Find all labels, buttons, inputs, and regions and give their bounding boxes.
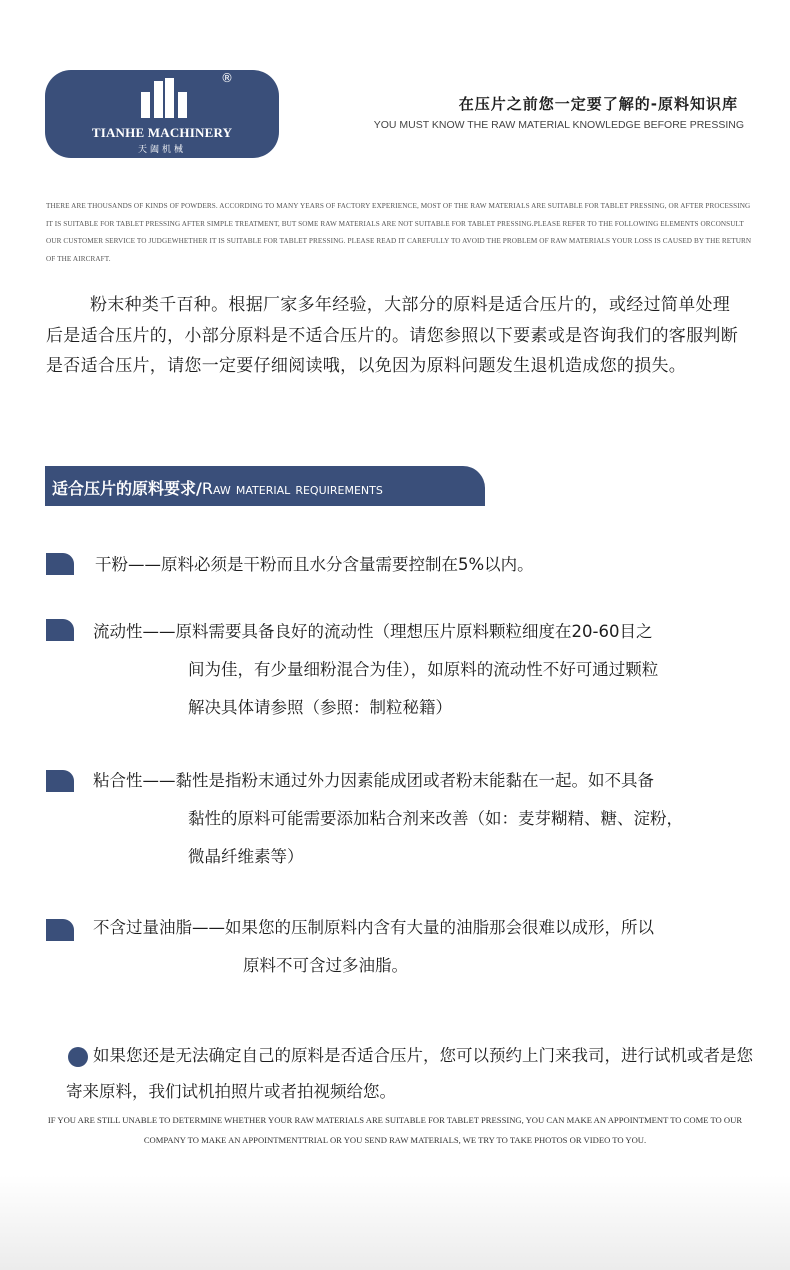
requirement-adhesion: 粘合性——黏性是指粉末通过外力因素能成团或者粉末能黏在一起。如不具备	[93, 771, 654, 790]
note-english: IF YOU ARE STILL UNABLE TO DETERMINE WHETHER YOUR RAW MATERIALS ARE SUITABLE FOR TABLET PRESSING, YOU CAN MAKE AN APPOINTMENT TO COME TO OUR COMPANY TO MAKE AN APPOINTMENTTRIAL OR YOU SEND RAW MATERIALS, WE TRY TO TAKE PHOTOS OR VIDEO TO YOU.	[47, 1115, 743, 1145]
bullet-tab-icon	[46, 619, 74, 641]
requirement-no-excess-oil-line2: 原料不可含过多油脂。	[243, 956, 408, 975]
requirement-flowability: 流动性——原料需要具备良好的流动性（理想压片原料颗粒细度在20-60目之	[93, 622, 653, 641]
building-icon	[141, 78, 187, 118]
intro-english: THERE ARE THOUSANDS OF KINDS OF POWDERS. ACCORDING TO MANY YEARS OF FACTORY EXPERIENCE, MOST OF THE RAW MATERIALS ARE SUITABLE FOR TABLET PRESSING, OR AFTER PROCESSING IT IS SUITABLE FOR TABLET PRESSING AFTER SIMPLE TREATMENT, BUT SOME RAW MATERIALS ARE NOT SUITABLE FOR TABLET PRESSING.PLEASE REFER TO THE FOLLOWING ELEMENTS ORCONSULT OUR CUSTOMER SERVICE TO JUDGEWHETHER IT IS SUITABLE FOR TABLET PRESSING. PLEASE READ IT CAREFULLY TO AVOID THE PROBLEM OF RAW MATERIALS YOUR LOSS IS CAUSED BY THE RETURN OF THE AIRCRAFT.	[46, 202, 752, 263]
brand-name-en: TIANHE MACHINERY	[91, 125, 233, 140]
requirement-adhesion-line3: 微晶纤维素等）	[188, 847, 304, 866]
bullet-tab-icon	[46, 553, 74, 575]
section-title-en: Raw material requirements	[201, 479, 383, 498]
registered-mark: ®	[221, 71, 233, 85]
requirement-adhesion-line2: 黏性的原料可能需要添加粘合剂来改善（如：麦芽糊精、糖、淀粉，	[188, 809, 683, 828]
company-logo	[45, 70, 279, 158]
section-title-cn: 适合压片的原料要求/	[52, 479, 202, 498]
note-chinese: 如果您还是无法确定自己的原料是否适合压片，您可以预约上门来我司，进行试机或者是您寄来原料，我们试机拍照片或者拍视频给您。	[66, 1046, 753, 1101]
page-title: 在压片之前您一定要了解的-原料知识库	[458, 95, 738, 113]
requirement-no-excess-oil: 不含过量油脂——如果您的压制原料内含有大量的油脂那会很难以成形，所以	[93, 918, 654, 937]
requirement-flowability-line2: 间为佳，有少量细粉混合为佳），如原料的流动性不好可通过颗粒	[188, 660, 659, 679]
bullet-tab-icon	[46, 919, 74, 941]
bullet-tab-icon	[46, 770, 74, 792]
page-subtitle: YOU MUST KNOW THE RAW MATERIAL KNOWLEDGE BEFORE PRESSING	[373, 119, 744, 131]
footer-gradient	[0, 1175, 790, 1270]
intro-chinese: 粉末种类千百种。根据厂家多年经验，大部分的原料是适合压片的，或经过简单处理后是适合压片的，小部分原料是不适合压片的。请您参照以下要素或是咨询我们的客服判断是否适合压片，请您一定要仔细阅读哦，以免因为原料问题发生退机造成您的损失。	[46, 295, 738, 376]
section-header	[45, 466, 485, 506]
requirement-flowability-line3: 解决具体请参照（参照：制粒秘籍）	[188, 698, 452, 717]
brand-name-cn: 天阖机械	[137, 145, 186, 155]
requirement-dry-powder: 干粉——原料必须是干粉而且水分含量需要控制在5%以内。	[95, 555, 534, 574]
